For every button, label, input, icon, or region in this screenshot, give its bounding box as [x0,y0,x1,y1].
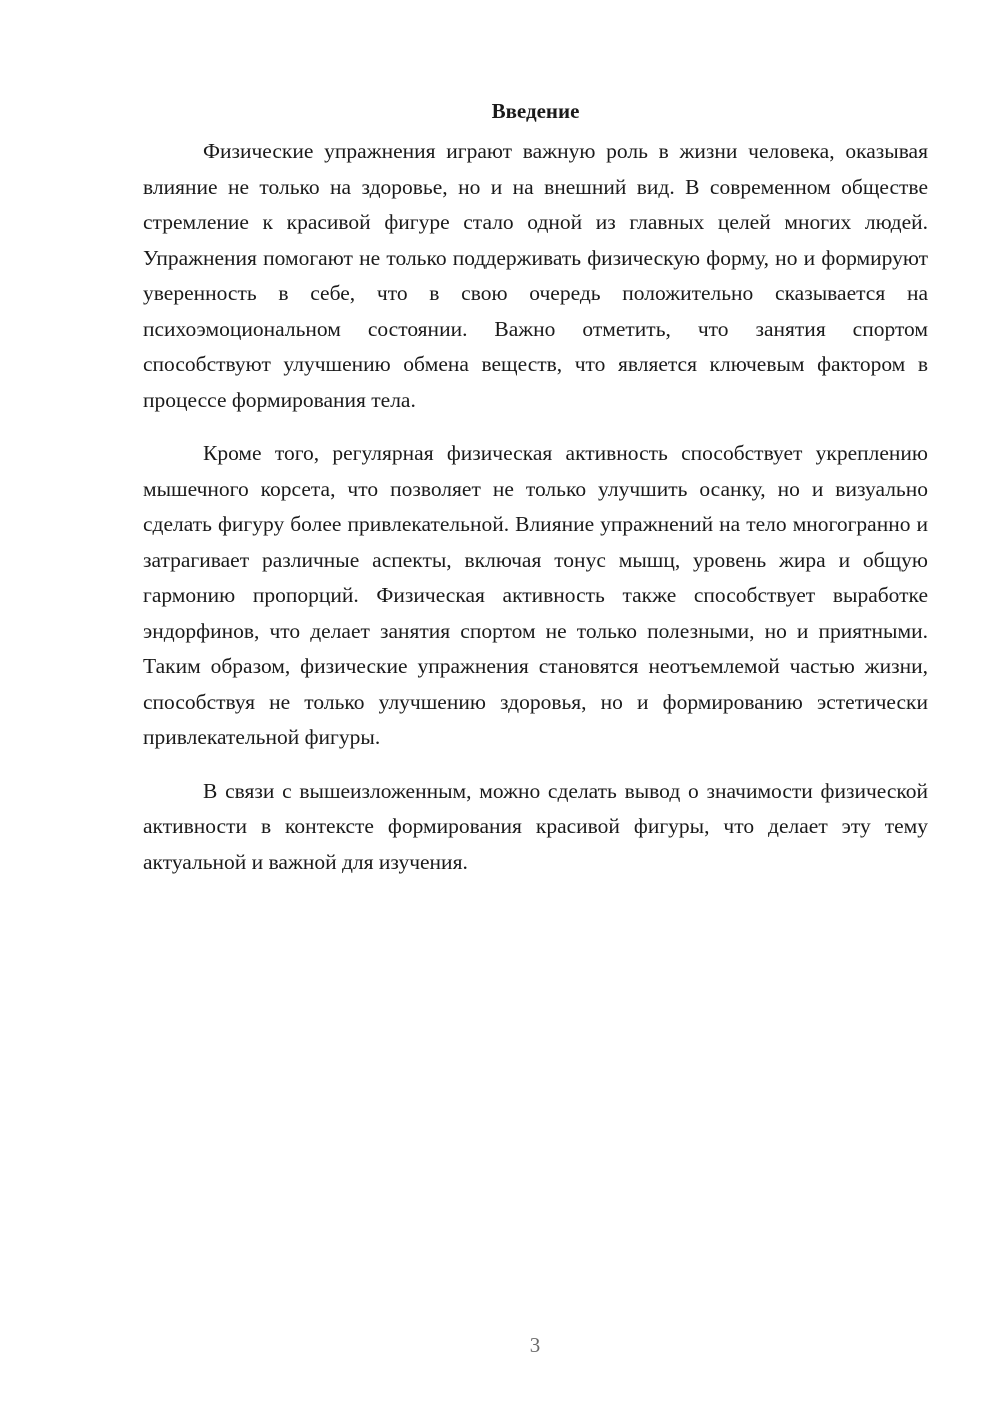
page-content [143,96,928,898]
paragraph-3: В связи с вышеизложенным, можно сделать вывод о значимости физической активности в контексте формирования красивой фигуры, что делает эту тему актуальной и важной для изучения. [143,778,928,874]
paragraph-2: Кроме того, регулярная физическая активность способствует укреплению мышечного корсета, что позволяет не только улучшить осанку, но и визуально сделать фигуру более привлекательной. Влияние упражнений на тело многогранно и затрагивает различные аспекты, включая тонус мышц, уровень жира и общую гармонию пропорций. Физическая активность также способствует выработке эндорфинов, что делает занятия спортом не только полезными, но и приятными. Таким образом, физические упражнения становятся неотъемлемой частью жизни, способствуя не только улучшению здоровья, но и формированию эстетически привлекательной фигуры. [143,441,928,749]
paragraph-1: Физические упражнения играют важную роль в жизни человека, оказывая влияние не только на здоровье, но и на внешний вид. В современном обществе стремление к красивой фигуре стало одной из главных целей многих людей. Упражнения помогают не только поддерживать физическую форму, но и формируют уверенность в себе, что в свою очередь положительно сказывается на психоэмоциональном состоянии. Важно отметить, что занятия спортом способствуют улучшению обмена веществ, что является ключевым фактором в процессе формирования тела. [143,139,928,412]
section-heading: Введение [491,99,580,123]
page-number: 3 [529,1333,541,1357]
